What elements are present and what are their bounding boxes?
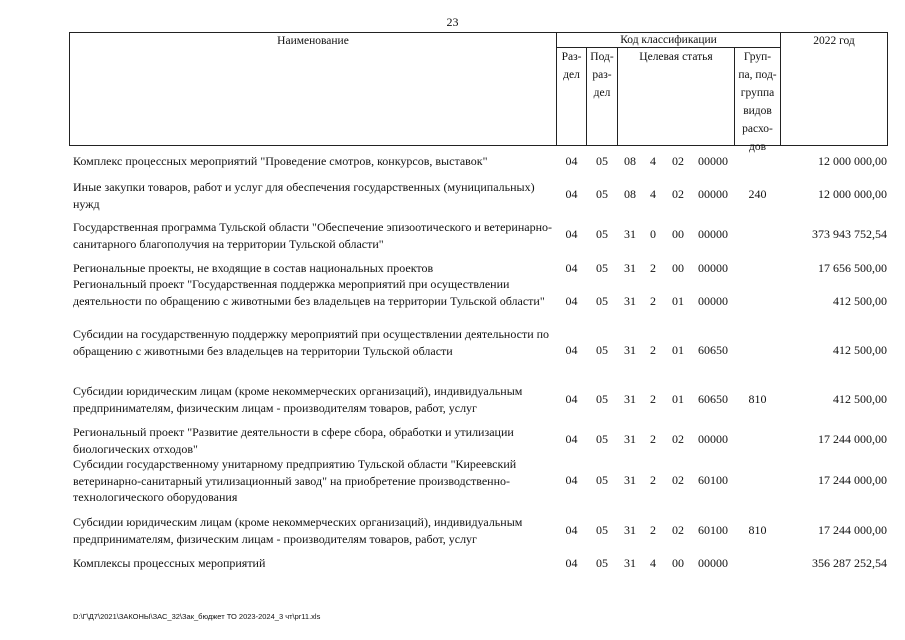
row-amount: 12 000 000,00 (818, 154, 887, 168)
row-cs1: 31 (624, 227, 636, 241)
row-cs1: 08 (624, 187, 636, 201)
row-cs3: 02 (672, 523, 684, 537)
row-razdel: 04 (565, 343, 578, 357)
row-cs2: 2 (650, 261, 656, 275)
row-cs2: 2 (650, 523, 656, 537)
row-name: Региональный проект "Развитие деятельности в сфере сбора, обработки и утилизации биологических отходов" (73, 425, 514, 456)
row-cs1: 31 (624, 343, 636, 357)
row-cs1: 08 (624, 154, 636, 168)
row-cs2: 2 (650, 294, 656, 308)
row-name: Региональный проект "Государственная поддержка мероприятий при осуществлении деятельности по обращению с животными без владельцев на территории Тульской области" (73, 277, 545, 308)
header-code-group: Код классификации (620, 34, 717, 46)
row-cs3: 01 (672, 294, 684, 308)
row-cs4: 00000 (698, 227, 728, 241)
row-razdel: 04 (565, 187, 578, 201)
row-cs1: 31 (624, 473, 636, 487)
row-cs3: 02 (672, 187, 684, 201)
row-name: Субсидии государственному унитарному предприятию Тульской области "Киреевский ветеринарно-санитарный утилизационный завод" на приобретение производственно-технологического оборудования (73, 457, 517, 504)
row-cs4: 60100 (698, 523, 728, 537)
row-amount: 17 244 000,00 (818, 432, 887, 446)
row-cs2: 2 (650, 473, 656, 487)
row-cs3: 02 (672, 154, 684, 168)
row-cs4: 60100 (698, 473, 728, 487)
row-cs4: 00000 (698, 432, 728, 446)
row-name: Субсидии на государственную поддержку мероприятий при осуществлении деятельности по обращению с животными без владельцев на территории Тульской области (73, 327, 550, 358)
header-podrazdel: Под- раз- дел (590, 51, 614, 99)
row-amount: 17 244 000,00 (818, 523, 887, 537)
row-amount: 12 000 000,00 (818, 187, 887, 201)
row-amount: 17 244 000,00 (818, 473, 887, 487)
file-path-footer: D:\Г\Д7\2021\ЗАКОНЫ\ЗАС_32\Зак_бюджет ТО 2023-2024_3 чт\pr11.xls (73, 612, 321, 621)
row-cs1: 31 (624, 432, 636, 446)
row-cs4: 00000 (698, 187, 728, 201)
row-podrazdel: 05 (596, 392, 608, 406)
row-cs4: 00000 (698, 294, 728, 308)
row-amount: 412 500,00 (833, 294, 887, 308)
row-cs3: 01 (672, 392, 684, 406)
row-cs2: 2 (650, 392, 656, 406)
row-vid: 810 (748, 523, 767, 537)
row-cs3: 00 (672, 227, 684, 241)
row-cs1: 31 (624, 556, 636, 570)
row-podrazdel: 05 (596, 261, 608, 275)
row-razdel: 04 (565, 556, 578, 570)
row-podrazdel: 05 (596, 294, 608, 308)
row-cs4: 00000 (698, 261, 728, 275)
header-year: 2022 год (813, 35, 855, 47)
row-podrazdel: 05 (596, 523, 608, 537)
row-amount: 17 656 500,00 (818, 261, 887, 275)
row-cs3: 02 (672, 432, 684, 446)
row-cs4: 60650 (698, 392, 728, 406)
row-name: Комплексы процессных мероприятий (73, 556, 266, 570)
row-razdel: 04 (565, 523, 578, 537)
header-name: Наименование (277, 35, 349, 47)
row-podrazdel: 05 (596, 227, 608, 241)
row-cs2: 4 (650, 556, 656, 570)
row-razdel: 04 (565, 154, 578, 168)
row-cs2: 2 (650, 432, 656, 446)
row-podrazdel: 05 (596, 556, 608, 570)
row-amount: 356 287 252,54 (812, 556, 887, 570)
row-name: Региональные проекты, не входящие в состав национальных проектов (73, 261, 434, 275)
row-name: Субсидии юридическим лицам (кроме некоммерческих организаций), индивидуальным предпринимателям, физическим лицам - производителям товаров, работ, услуг (73, 515, 523, 546)
row-cs1: 31 (624, 523, 636, 537)
row-razdel: 04 (565, 261, 578, 275)
row-cs1: 31 (624, 261, 636, 275)
row-cs1: 31 (624, 392, 636, 406)
row-cs2: 4 (650, 154, 656, 168)
header-vid: Груп- па, под- группа видов расхо- дов (738, 51, 777, 153)
row-razdel: 04 (565, 227, 578, 241)
row-amount: 412 500,00 (833, 343, 887, 357)
row-cs3: 00 (672, 261, 684, 275)
row-cs4: 00000 (698, 154, 728, 168)
row-podrazdel: 05 (596, 343, 608, 357)
page-number: 23 (446, 15, 459, 29)
row-razdel: 04 (565, 392, 578, 406)
row-cs2: 4 (650, 187, 656, 201)
row-name: Комплекс процессных мероприятий "Проведение смотров, конкурсов, выставок" (73, 154, 488, 168)
row-amount: 412 500,00 (833, 392, 887, 406)
row-name: Иные закупки товаров, работ и услуг для обеспечения государственных (муниципальных) нужд (73, 180, 535, 211)
row-name: Государственная программа Тульской области "Обеспечение эпизоотического и ветеринарно-санитарного благополучия на территории Тульской области" (73, 220, 553, 251)
row-vid: 240 (748, 187, 767, 201)
row-cs2: 2 (650, 343, 656, 357)
header-razdel: Раз- дел (561, 51, 582, 81)
header-target: Целевая статья (639, 51, 713, 63)
row-podrazdel: 05 (596, 154, 608, 168)
row-podrazdel: 05 (596, 473, 608, 487)
row-cs2: 0 (650, 227, 656, 241)
row-podrazdel: 05 (596, 432, 608, 446)
row-cs3: 00 (672, 556, 684, 570)
row-cs4: 00000 (698, 556, 728, 570)
row-cs4: 60650 (698, 343, 728, 357)
row-razdel: 04 (565, 473, 578, 487)
row-cs1: 31 (624, 294, 636, 308)
row-razdel: 04 (565, 294, 578, 308)
row-cs3: 01 (672, 343, 684, 357)
row-vid: 810 (748, 392, 767, 406)
row-amount: 373 943 752,54 (812, 227, 887, 241)
row-podrazdel: 05 (596, 187, 608, 201)
row-cs3: 02 (672, 473, 684, 487)
row-razdel: 04 (565, 432, 578, 446)
row-name: Субсидии юридическим лицам (кроме некоммерческих организаций), индивидуальным предпринимателям, физическим лицам - производителям товаров, работ, услуг (73, 384, 523, 415)
